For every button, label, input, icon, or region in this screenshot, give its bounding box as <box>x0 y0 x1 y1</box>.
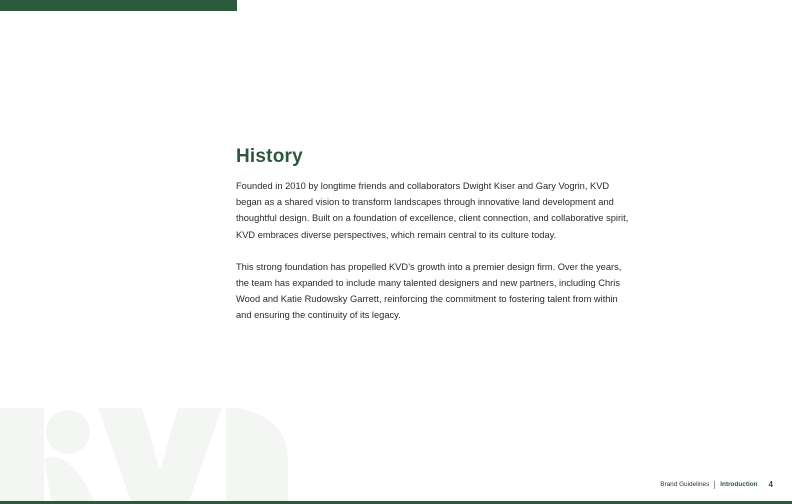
page-title: History <box>236 146 303 167</box>
top-accent-bar <box>0 0 237 11</box>
page-footer <box>660 480 773 489</box>
footer-doc-title: Brand Guidelines <box>660 481 710 488</box>
page-number: 4 <box>768 480 773 489</box>
footer-separator <box>714 481 715 489</box>
history-paragraph-2: This strong foundation has propelled KVD’s growth into a premier design firm. Over the years, the team has expanded to include many talented designers and new partners, including Chris Wood and Katie Rudowsky Garrett, reinforcing the commitment to fostering talent from within and ensuring the continuity of its legacy. <box>236 261 622 321</box>
kvd-watermark-logo <box>0 408 290 504</box>
footer-section-label: Introduction <box>720 481 758 488</box>
history-paragraph-1: Founded in 2010 by longtime friends and collaborators Dwight Kiser and Gary Vogrin, KVD began as a shared vision to transform landscapes through innovative land development and thoughtful design. Built on a foundation of excellence, client connection, and collaborative spirit, KVD embraces diverse perspectives, which remain central to its culture today. <box>236 181 629 240</box>
history-section <box>236 146 631 340</box>
